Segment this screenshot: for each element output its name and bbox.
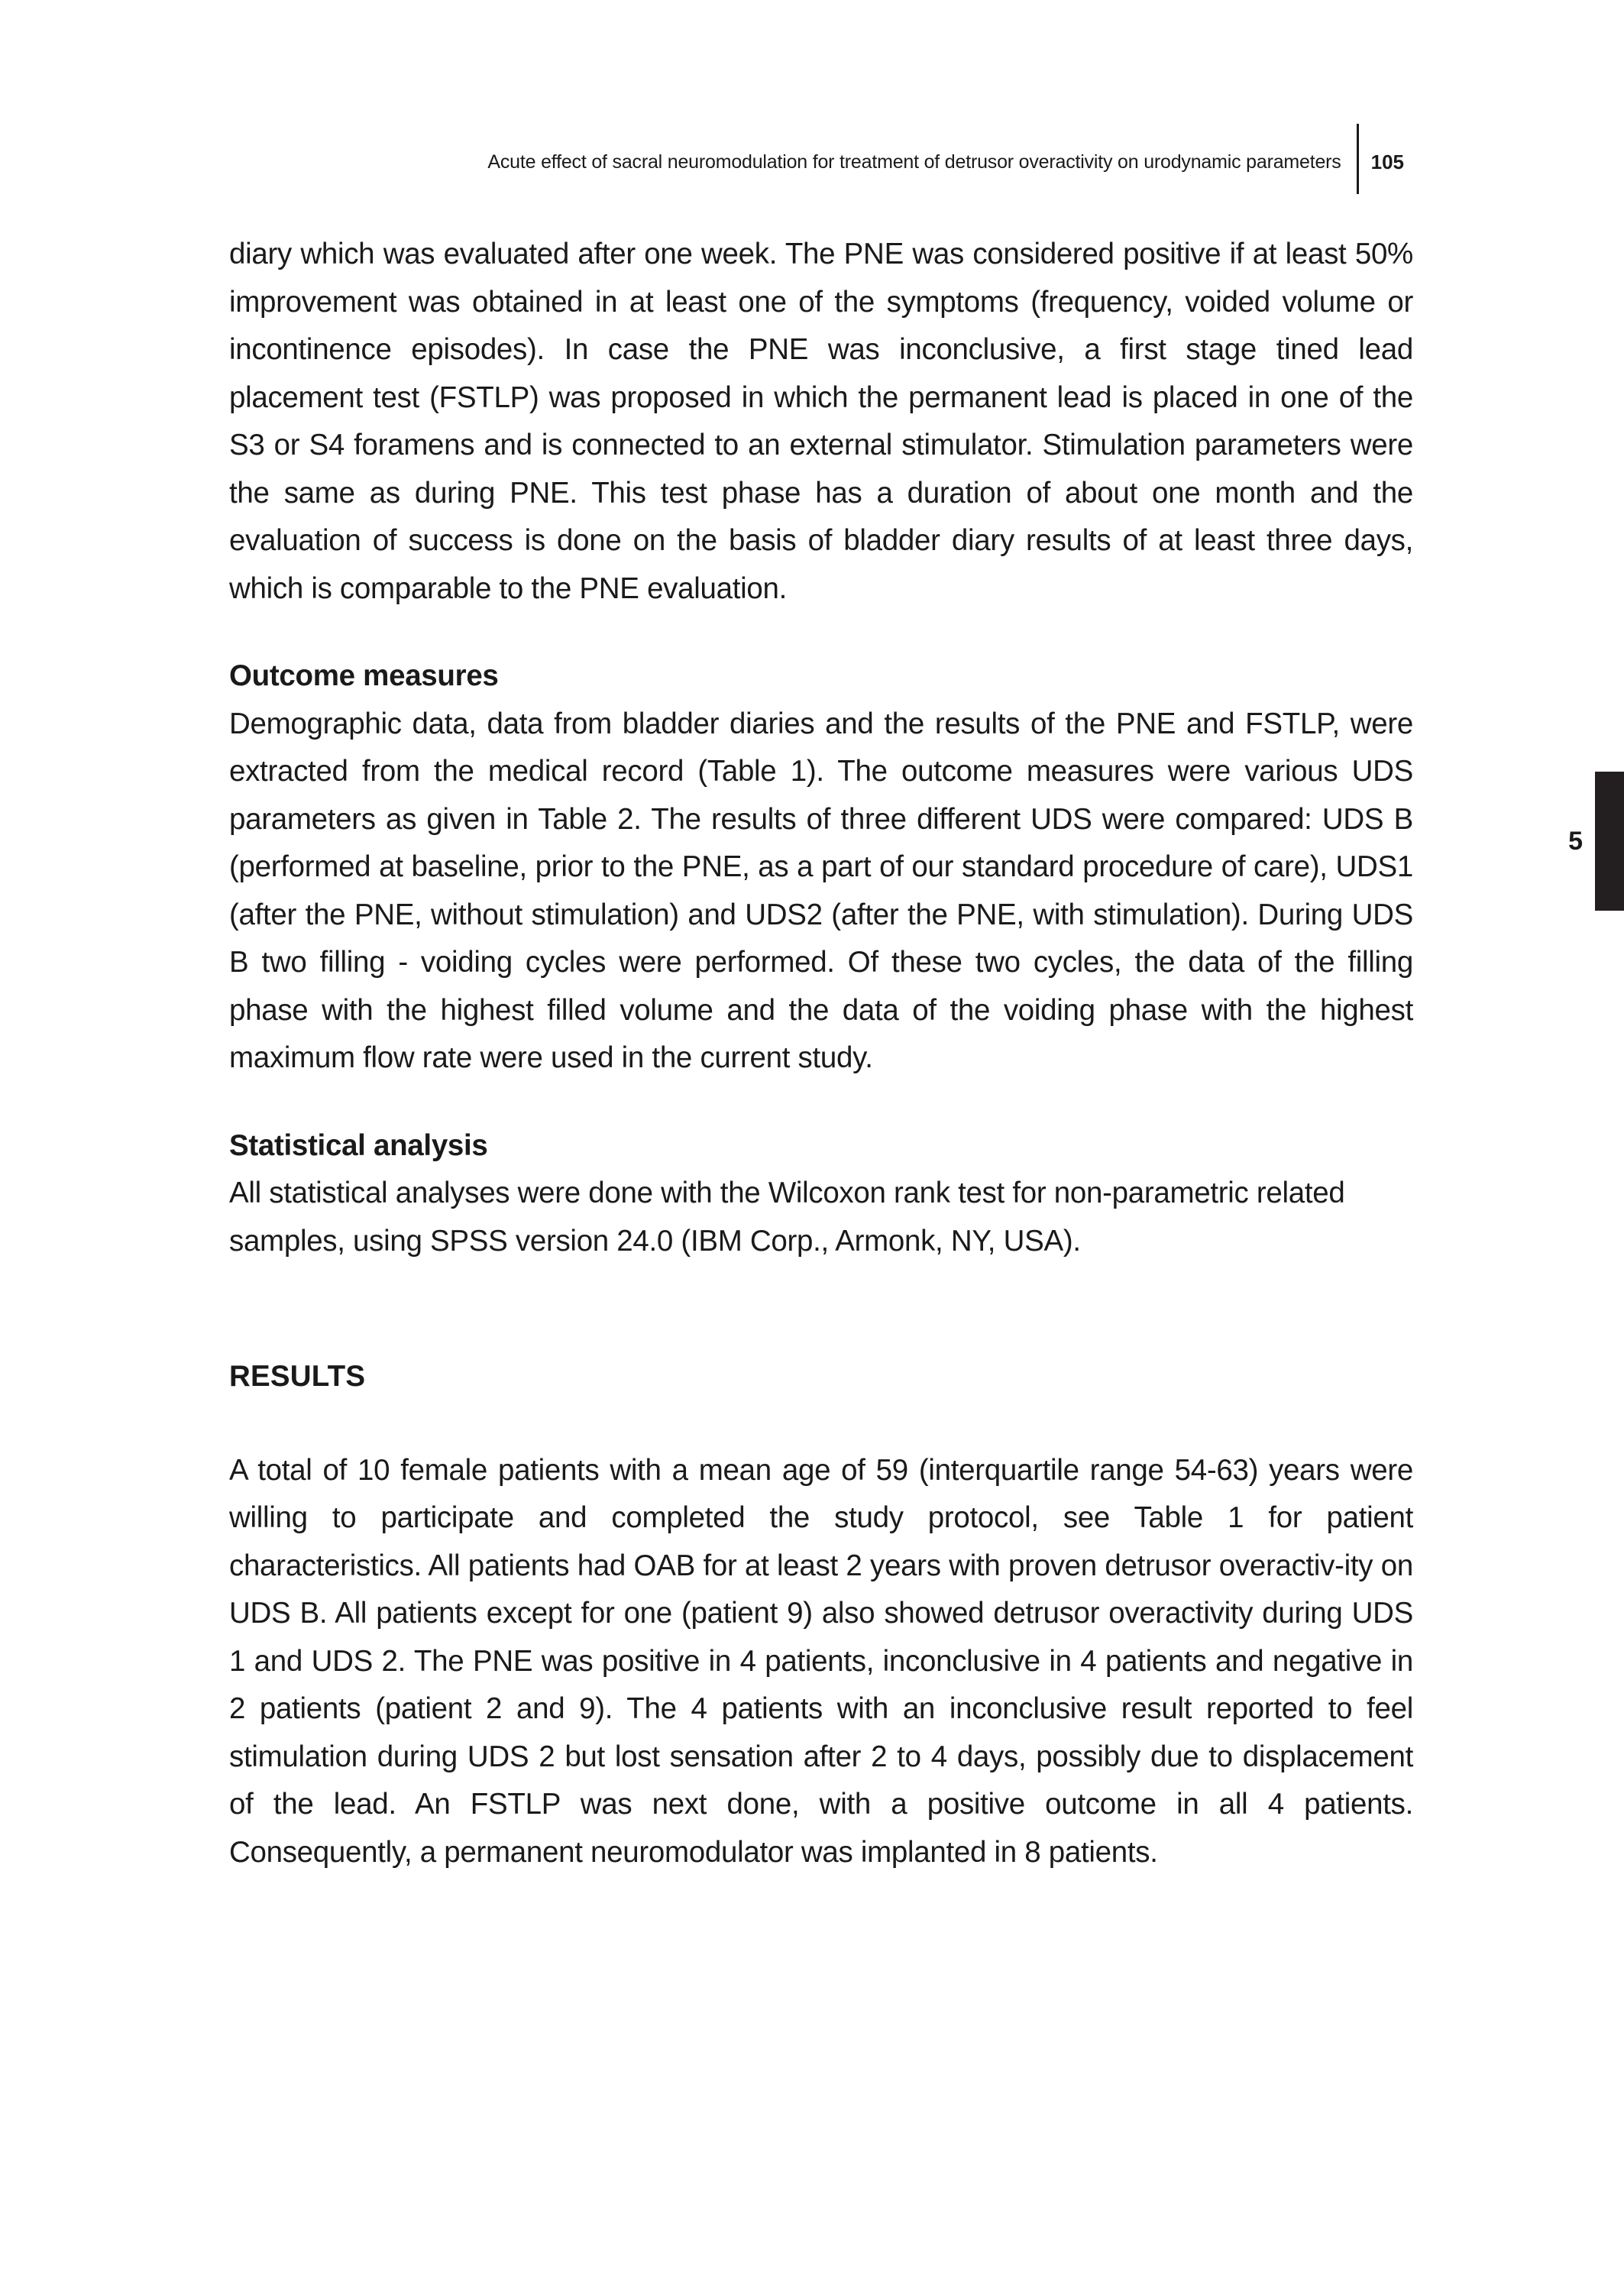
page-number: 105 [1370, 150, 1404, 173]
spacer [229, 1265, 1413, 1353]
running-title: Acute effect of sacral neuromodulation for treatment of detrusor overactivity on urodynamic parameters [487, 151, 1341, 173]
statistical-analysis-heading: Statistical analysis [229, 1128, 488, 1162]
statistical-analysis-paragraph: All statistical analyses were done with the Wilcoxon rank test for non-parametric related samples, using SPSS version 24.0 (IBM Corp., Armonk, NY, USA). [229, 1177, 1345, 1258]
main-content [229, 231, 1413, 1876]
running-header [487, 134, 1404, 189]
spacer [229, 1083, 1413, 1122]
chapter-tab [1595, 772, 1624, 911]
outcome-measures-heading: Outcome measures [229, 659, 499, 692]
chapter-number: 5 [1568, 827, 1583, 856]
spacer [229, 613, 1413, 652]
outcome-measures-paragraph: Demographic data, data from bladder diaries and the results of the PNE and FSTLP, were extracted from the medical record (Table 1). The outcome measures were various UDS parameters as given in Table 2. The results of three different UDS were compared: UDS B (performed at baseline, prior to the PNE, as a part of our standard procedure of care), UDS1 (after the PNE, without stimulation) and UDS2 (after the PNE, with stimulation). During UDS B two filling - voiding cycles were performed. Of these two cycles, the data of the filling phase with the highest filled volume and the data of the voiding phase with the highest maximum flow rate were used in the current study. [229, 707, 1413, 1074]
spacer [229, 1401, 1413, 1447]
intro-paragraph: diary which was evaluated after one week. The PNE was considered positive if at least 50% improvement was obtained in at least one of the symptoms (frequency, voided volume or incontinence episodes). In case the PNE was inconclusive, a first stage tined lead placement test (FSTLP) was proposed in which the permanent lead is placed in one of the S3 or S4 foramens and is connected to an external stimulator. Stimulation parameters were the same as during PNE. This test phase has a duration of about one month and the evaluation of success is done on the basis of bladder diary results of at least three days, which is comparable to the PNE evaluation. [229, 238, 1413, 605]
results-heading: RESULTS [229, 1360, 366, 1393]
results-paragraph: A total of 10 female patients with a mean age of 59 (interquartile range 54-63) years were willing to participate and completed the study protocol, see Table 1 for patient characteristics. All patients had OAB for at least 2 years with proven detrusor overactiv-ity on UDS B. All patients except for one (patient 9) also showed detrusor overactivity during UDS 1 and UDS 2. The PNE was positive in 4 patients, inconclusive in 4 patients and negative in 2 patients (patient 2 and 9). The 4 patients with an inconclusive result reported to feel stimulation during UDS 2 but lost sensation after 2 to 4 days, possibly due to displacement of the lead. An FSTLP was next done, with a positive outcome in all 4 patients. Consequently, a permanent neuromodulator was implanted in 8 patients. [229, 1453, 1413, 1869]
